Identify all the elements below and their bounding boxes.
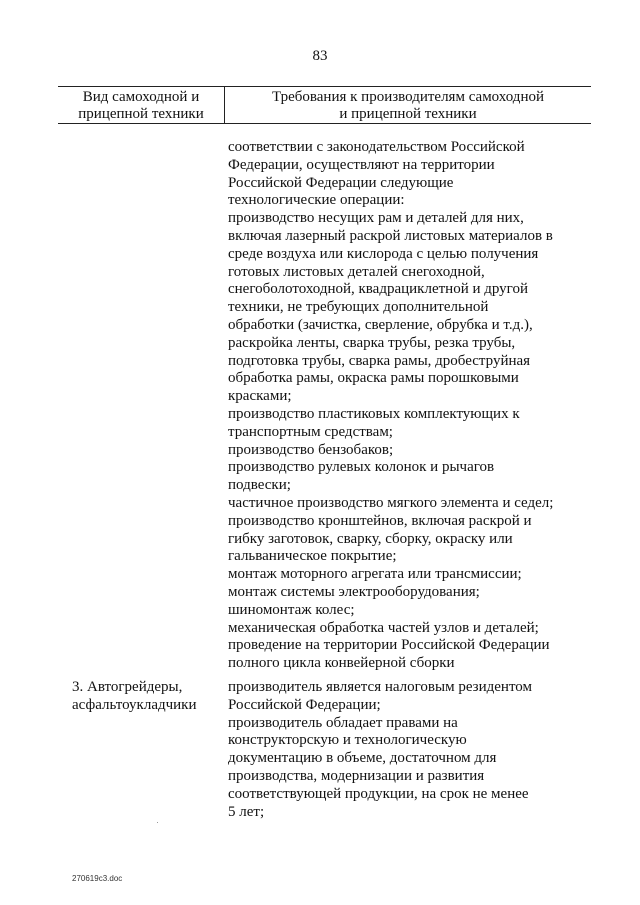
text-line: полного цикла конвейерной сборки	[228, 655, 455, 672]
text-line: монтаж моторного агрегата или трансмиссии;	[228, 566, 522, 583]
text-line: соответствующей продукции, на срок не менее	[228, 785, 529, 802]
continued-requirements-text	[228, 139, 588, 673]
column-header-requirements	[228, 89, 588, 123]
text-line: гальваническое покрытие;	[228, 548, 397, 565]
text-line: включая лазерный раскрой листовых материалов в	[228, 227, 553, 244]
text-line: 3. Автогрейдеры,	[72, 679, 183, 695]
text-line: производство пластиковых комплектующих к	[228, 405, 520, 422]
text-line: проведение на территории Российской Федерации	[228, 637, 550, 654]
text-line: транспортным средствам;	[228, 423, 393, 440]
text-line: Федерации, осуществляют на территории	[228, 156, 495, 173]
text-line: частичное производство мягкого элемента и седел;	[228, 494, 554, 511]
text-line: производство несущих рам и деталей для них,	[228, 210, 524, 227]
text-line: красками;	[228, 388, 292, 405]
column-header-vehicle-type	[60, 89, 222, 123]
scan-speck	[157, 822, 158, 823]
text-line: Российской Федерации следующие	[228, 174, 454, 191]
text-line: производство рулевых колонок и рычагов	[228, 459, 495, 476]
table-header-column-divider	[224, 86, 225, 123]
text-line: готовых листовых деталей снегоходной,	[228, 263, 485, 280]
text-line: производитель обладает правами на	[228, 714, 458, 731]
text-line: производство бензобаков;	[228, 441, 394, 458]
text-line: подготовка трубы, сварка рамы, дробеструйная	[228, 352, 531, 369]
text-line: документацию в объеме, достаточном для	[228, 750, 497, 767]
text-line: производитель является налоговым резидентом	[228, 679, 533, 695]
text-line: монтаж системы электрооборудования;	[228, 583, 480, 600]
text-line: 5 лет;	[228, 803, 265, 820]
column-header-requirements-line: и прицепной техники	[339, 106, 477, 122]
text-line: подвески;	[228, 477, 291, 494]
text-line: раскройка ленты, сварка трубы, резка трубы,	[228, 334, 516, 351]
text-line: Российской Федерации;	[228, 696, 381, 713]
table-header-top-rule	[58, 86, 591, 87]
text-line: техники, не требующих дополнительной	[228, 299, 489, 316]
text-line: шиномонтаж колес;	[228, 601, 355, 618]
document-file-code: 270619c3.doc	[72, 874, 123, 883]
text-line: снегоболотоходной, квадрациклетной и другой	[228, 281, 528, 298]
table-header-bottom-rule	[58, 123, 591, 124]
vehicle-type-item-3	[72, 679, 222, 715]
column-header-vehicle-type-line: прицепной техники	[78, 106, 204, 122]
text-line: соответствии с законодательством Российской	[228, 139, 525, 155]
text-line: производство кронштейнов, включая раскрой и	[228, 512, 532, 529]
text-line: обработка рамы, окраска рамы порошковыми	[228, 370, 519, 387]
text-line: обработки (зачистка, сверление, обрубка и т.д.),	[228, 316, 533, 333]
text-line: конструкторскую и технологическую	[228, 732, 467, 749]
text-line: асфальтоукладчики	[72, 696, 197, 713]
column-header-requirements-line: Требования к производителям самоходной	[272, 89, 544, 105]
text-line: механическая обработка частей узлов и деталей;	[228, 619, 539, 636]
text-line: технологические операции:	[228, 192, 405, 209]
requirements-item-3	[228, 679, 588, 821]
text-line: производства, модернизации и развития	[228, 767, 485, 784]
text-line: среде воздуха или кислорода с целью получения	[228, 245, 539, 262]
page-number: 83	[312, 48, 328, 64]
text-line: гибку заготовок, сварку, сборку, окраску или	[228, 530, 513, 547]
column-header-vehicle-type-line: Вид самоходной и	[82, 89, 200, 105]
